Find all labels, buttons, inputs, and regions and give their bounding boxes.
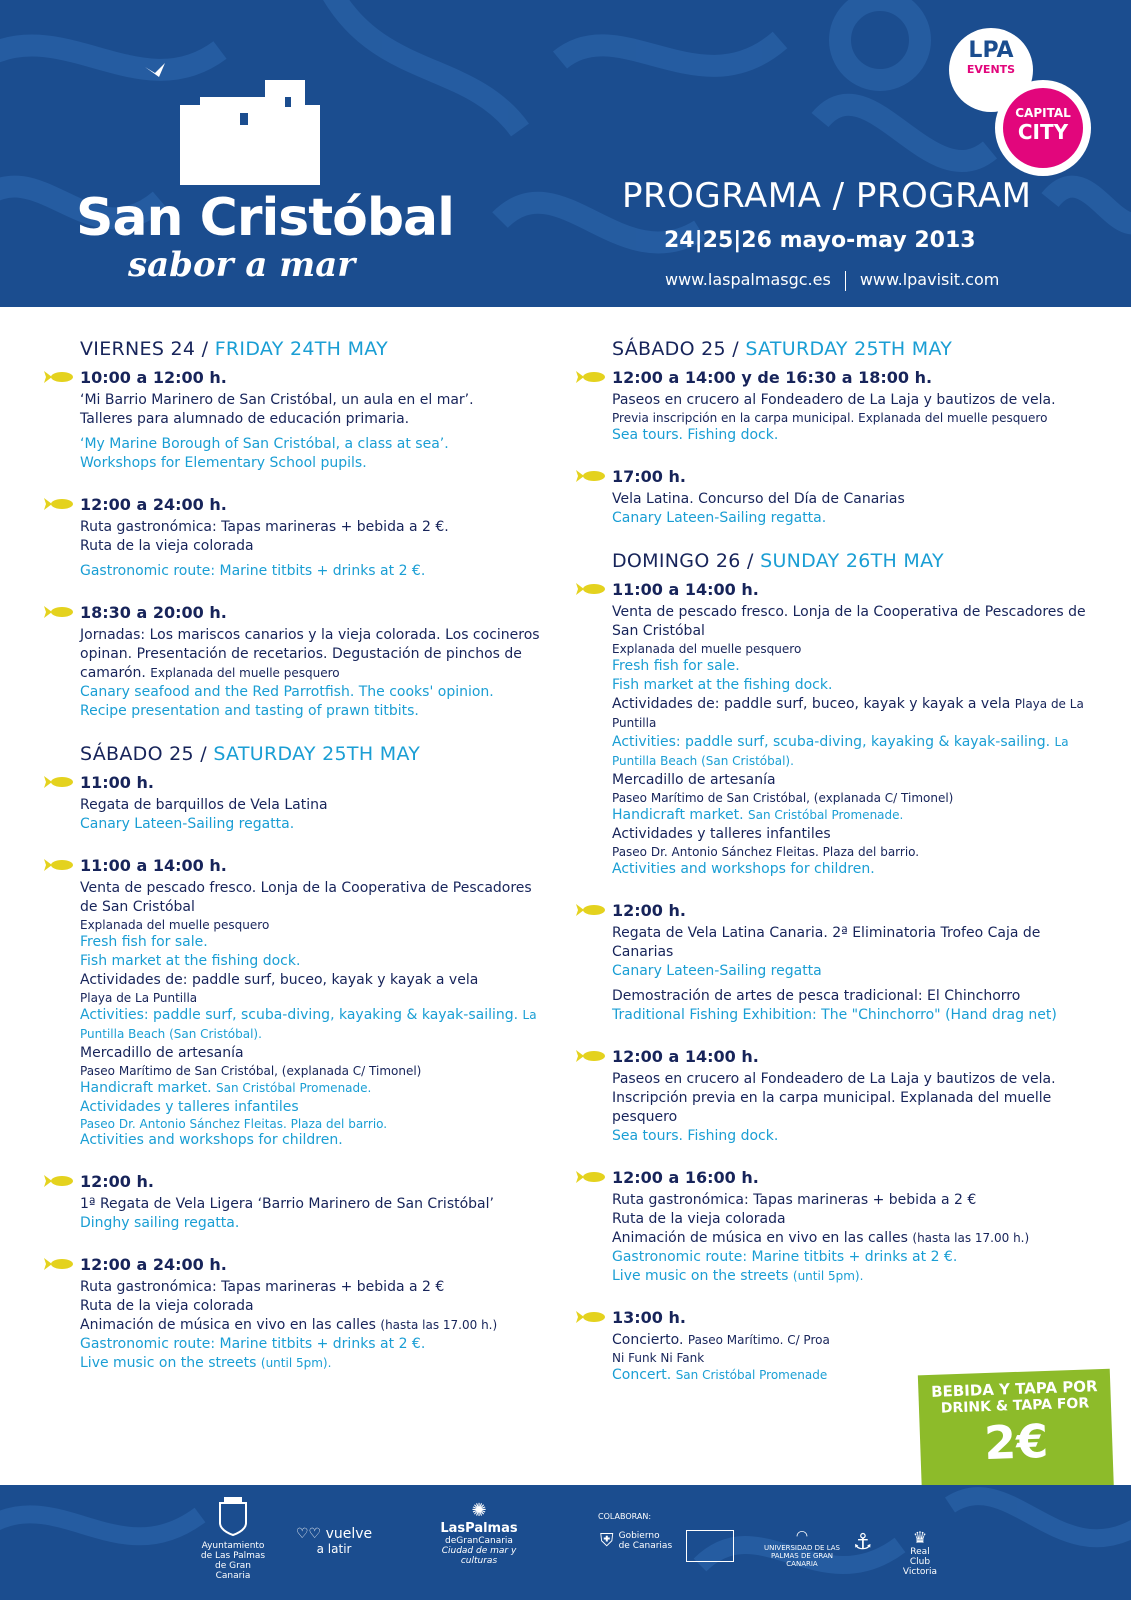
fish-bullet-icon xyxy=(44,498,74,510)
event-desc-en: Traditional Fishing Exhibition: The "Chinchorro" (Hand drag net) xyxy=(612,1007,1057,1023)
event-desc-en: Sea tours. Fishing dock. xyxy=(612,427,779,443)
event-desc-en: Dinghy sailing regatta. xyxy=(80,1215,240,1231)
gob-line2: de Canarias xyxy=(618,1540,673,1551)
event-desc-es xyxy=(80,1316,540,1335)
event-item xyxy=(80,368,540,473)
event-location-en: San Cristóbal Promenade xyxy=(675,1368,828,1382)
event-location: Paseo Marítimo de San Cristóbal, (explanada C/ Timonel) xyxy=(612,791,954,805)
day-heading-en: FRIDAY 24TH MAY xyxy=(214,338,389,360)
event-note: (hasta las 17.00 h.) xyxy=(912,1231,1030,1245)
event-desc-en: Sea tours. Fishing dock. xyxy=(612,1128,779,1144)
event-desc-en: Fresh fish for sale. xyxy=(80,934,208,950)
event-item xyxy=(612,901,1102,1025)
event-desc-en xyxy=(612,733,1102,771)
event-desc-en: ‘My Marine Borough of San Cristóbal, a class at sea’. xyxy=(80,436,449,452)
event-desc-es-text: Jornadas: Los mariscos canarios y la vieja colorada. Los cocineros opinan. Presentación de recetarios. Degustación de pinchos de camarón. xyxy=(80,627,540,681)
fish-bullet-icon xyxy=(44,776,74,788)
ulpgc-wave-icon: ◠ xyxy=(795,1528,809,1544)
lp-line3: Ciudad de mar y culturas xyxy=(441,1546,517,1566)
rcv-line1: Real Club xyxy=(909,1547,931,1567)
event-time: 13:00 h. xyxy=(612,1308,686,1327)
event-time: 12:00 a 24:00 h. xyxy=(80,495,227,514)
event-time: 12:00 h. xyxy=(80,1172,154,1191)
event-desc-es: Inscripción previa en la carpa municipal. Explanada del muelle pesquero xyxy=(612,1090,1052,1125)
event-desc-en: Recipe presentation and tasting of prawn titbits. xyxy=(80,703,419,719)
castle-logo-icon xyxy=(145,55,335,185)
event-location: Playa de La Puntilla xyxy=(612,697,1084,730)
event-item xyxy=(612,368,1102,445)
event-desc-es: Actividades de: paddle surf, buceo, kayak y kayak a vela xyxy=(80,972,479,988)
event-desc-es: Ruta gastronómica: Tapas marineras + bebida a 2 € xyxy=(612,1192,977,1208)
event-desc-en: Canary Lateen-Sailing regatta. xyxy=(612,510,827,526)
event-item xyxy=(80,603,540,721)
event-desc-es: Regata de Vela Latina Canaria. 2ª Eliminatoria Trofeo Caja de Canarias xyxy=(612,925,1041,960)
city-label: CITY xyxy=(1017,120,1069,144)
event-time: 12:00 a 14:00 h. xyxy=(612,1047,759,1066)
event-desc-en xyxy=(80,1006,540,1044)
cabildo-logo-icon xyxy=(686,1530,734,1562)
event-desc-es xyxy=(80,626,540,683)
gobierno-shield-icon: ⛨ xyxy=(600,1530,614,1551)
event-desc-en xyxy=(80,1354,540,1373)
event-location: Paseo Marítimo de San Cristóbal, (explanada C/ Timonel) xyxy=(80,1064,422,1078)
las-palmas-logo xyxy=(434,1500,524,1566)
event-item xyxy=(612,580,1102,879)
event-time: 11:00 a 14:00 h. xyxy=(80,856,227,875)
club-crest-icon: ⚓ xyxy=(853,1530,873,1555)
event-desc-es: Mercadillo de artesanía xyxy=(612,772,776,788)
event-desc-en: Canary seafood and the Red Parrotfish. The cooks' opinion. xyxy=(80,684,494,700)
event-time: 11:00 a 14:00 h. xyxy=(612,580,759,599)
event-location-en: San Cristóbal Promenade. xyxy=(748,808,904,822)
event-time: 18:30 a 20:00 h. xyxy=(80,603,227,622)
event-desc-es: Ruta de la vieja colorada xyxy=(612,1211,786,1227)
event-desc-en: Actividades y talleres infantiles xyxy=(80,1099,299,1115)
fish-bullet-icon xyxy=(576,1171,606,1183)
brand-title: San Cristóbal xyxy=(76,188,454,248)
day-heading-saturday xyxy=(612,338,1102,360)
event-time: 10:00 a 12:00 h. xyxy=(80,368,227,387)
header-banner xyxy=(0,0,1131,307)
gobierno-canarias-logo xyxy=(600,1530,672,1551)
event-desc-es: Actividades y talleres infantiles xyxy=(612,826,831,842)
gob-line1: Gobierno xyxy=(618,1530,660,1541)
event-desc-es-text: Concierto. xyxy=(612,1332,684,1348)
fish-bullet-icon xyxy=(44,1175,74,1187)
event-location: Paseo Dr. Antonio Sánchez Fleitas. Plaza del barrio. xyxy=(612,845,920,859)
event-desc-en: Fresh fish for sale. xyxy=(612,658,740,674)
fish-bullet-icon xyxy=(44,371,74,383)
event-location-en: La Puntilla Beach (San Cristóbal). xyxy=(80,1008,537,1041)
event-desc-en-text: Activities: paddle surf, scuba-diving, kayaking & kayak-sailing. xyxy=(80,1007,519,1023)
fish-bullet-icon xyxy=(44,859,74,871)
event-time: 12:00 a 14:00 y de 16:30 a 18:00 h. xyxy=(612,368,933,387)
event-desc-en xyxy=(80,1079,540,1098)
event-desc-en: Activities and workshops for children. xyxy=(612,861,875,877)
lpa-events-label: EVENTS xyxy=(966,63,1016,76)
event-note-en: (until 5pm). xyxy=(260,1356,332,1370)
day-heading-es: VIERNES 24 / xyxy=(80,338,215,360)
event-performer: Ni Funk Ni Fank xyxy=(612,1351,705,1365)
program-right-column xyxy=(612,338,1102,1407)
program-title: PROGRAMA / PROGRAM xyxy=(622,176,1032,216)
ayto-line2: de Las Palmas xyxy=(200,1551,266,1561)
event-note-en: (until 5pm). xyxy=(792,1269,864,1283)
event-desc-en: Workshops for Elementary School pupils. xyxy=(80,455,367,471)
day-heading-saturday xyxy=(80,743,540,765)
event-time: 12:00 h. xyxy=(612,901,686,920)
brand-subtitle: sabor a mar xyxy=(128,245,356,285)
event-desc-es: 1ª Regata de Vela Ligera ‘Barrio Marinero de San Cristóbal’ xyxy=(80,1196,494,1212)
ayuntamiento-logo xyxy=(198,1497,268,1581)
event-location-en: San Cristóbal Promenade. xyxy=(216,1081,372,1095)
event-desc-en: Canary Lateen-Sailing regatta. xyxy=(80,816,295,832)
event-time: 12:00 a 24:00 h. xyxy=(80,1255,227,1274)
event-location-en: Paseo Dr. Antonio Sánchez Fleitas. Plaza del barrio. xyxy=(80,1117,388,1131)
program-dates: 24|25|26 mayo-may 2013 xyxy=(664,228,976,253)
event-location: Explanada del muelle pesquero xyxy=(612,642,802,656)
palm-tree-icon: ✺ xyxy=(471,1500,487,1521)
fish-bullet-icon xyxy=(576,1050,606,1062)
price-badge xyxy=(918,1369,1114,1504)
event-desc-en: Canary Lateen-Sailing regatta xyxy=(612,963,822,979)
event-desc-es-text: Actividades de: paddle surf, buceo, kayak y kayak a vela xyxy=(612,696,1011,712)
rcv-line2: Victoria xyxy=(902,1567,938,1577)
event-desc-es: Regata de barquillos de Vela Latina xyxy=(80,797,328,813)
website-links xyxy=(665,270,999,291)
event-desc-es: ‘Mi Barrio Marinero de San Cristóbal, un aula en el mar’. xyxy=(80,392,474,408)
day-heading-es: DOMINGO 26 / xyxy=(612,550,761,572)
ayto-line3: de Gran Canaria xyxy=(214,1561,251,1581)
capital-label: CAPITAL xyxy=(1015,106,1071,120)
day-heading-sunday xyxy=(612,550,1102,572)
badge-line-es: BEBIDA Y TAPA POR xyxy=(930,1377,1098,1401)
fish-bullet-icon xyxy=(576,583,606,595)
divider xyxy=(845,271,846,291)
collaborators-label: COLABORAN: xyxy=(598,1512,652,1521)
lpa-label: LPA xyxy=(968,38,1014,63)
vuelve-line2: a latir xyxy=(316,1542,352,1556)
event-note: (hasta las 17.00 h.) xyxy=(380,1318,498,1332)
ulpgc-logo xyxy=(756,1528,848,1568)
event-desc-en: Fish market at the fishing dock. xyxy=(612,677,833,693)
fish-bullet-icon xyxy=(576,1311,606,1323)
event-desc-es: Ruta gastronómica: Tapas marineras + bebida a 2 € xyxy=(80,1279,445,1295)
day-heading-es: SÁBADO 25 / xyxy=(612,338,746,360)
event-item xyxy=(612,1047,1102,1146)
event-desc-es: Paseos en crucero al Fondeadero de La Laja y bautizos de vela. xyxy=(612,1071,1056,1087)
ayto-line1: Ayuntamiento xyxy=(201,1541,265,1551)
event-desc-en: Gastronomic route: Marine titbits + drinks at 2 €. xyxy=(80,563,426,579)
event-desc-en-text: Activities: paddle surf, scuba-diving, kayaking & kayak-sailing. xyxy=(612,734,1051,750)
badge-line-en: DRINK & TAPA FOR xyxy=(940,1395,1090,1417)
day-heading-es: SÁBADO 25 / xyxy=(80,743,214,765)
vuelve-a-latir-logo xyxy=(296,1526,372,1556)
event-desc-en xyxy=(612,1267,1102,1286)
event-desc-en: Gastronomic route: Marine titbits + drinks at 2 €. xyxy=(80,1336,426,1352)
event-desc-en-text: Live music on the streets xyxy=(612,1268,789,1284)
event-item xyxy=(612,467,1102,528)
fish-bullet-icon xyxy=(576,371,606,383)
event-desc-en xyxy=(612,806,1102,825)
event-desc-en: Activities and workshops for children. xyxy=(80,1132,343,1148)
capital-city-circle xyxy=(1003,88,1083,168)
event-desc-es-text: Animación de música en vivo en las calles xyxy=(612,1230,908,1246)
event-location: Explanada del muelle pesquero xyxy=(150,666,340,680)
event-location: Explanada del muelle pesquero xyxy=(80,918,270,932)
event-item xyxy=(80,1172,540,1233)
event-location: Playa de La Puntilla xyxy=(80,991,198,1005)
lp-line2: deGranCanaria xyxy=(445,1536,513,1546)
event-desc-es xyxy=(612,695,1102,733)
event-desc-es: Mercadillo de artesanía xyxy=(80,1045,244,1061)
event-item xyxy=(80,856,540,1150)
event-time: 17:00 h. xyxy=(612,467,686,486)
event-desc-es: Talleres para alumnado de educación primaria. xyxy=(80,411,410,427)
event-desc-es: Ruta gastronómica: Tapas marineras + bebida a 2 €. xyxy=(80,519,449,535)
day-heading-en: SATURDAY 25TH MAY xyxy=(745,338,953,360)
event-item xyxy=(80,1255,540,1373)
event-desc-es: Vela Latina. Concurso del Día de Canarias xyxy=(612,491,905,507)
fish-bullet-icon xyxy=(44,606,74,618)
badge-price: 2€ xyxy=(983,1413,1050,1471)
chef-hat-icon xyxy=(988,1334,1038,1374)
day-heading-en: SATURDAY 25TH MAY xyxy=(213,743,421,765)
event-desc-es: Ruta de la vieja colorada xyxy=(80,1298,254,1314)
day-heading-en: SUNDAY 26TH MAY xyxy=(760,550,944,572)
coat-of-arms-icon xyxy=(218,1497,248,1537)
ulpgc-label: UNIVERSIDAD DE LAS PALMAS DE GRAN CANARIA xyxy=(763,1544,840,1568)
event-item xyxy=(80,495,540,581)
event-desc-es-text: Animación de música en vivo en las calles xyxy=(80,1317,376,1333)
capital-city-logo xyxy=(995,80,1091,176)
event-location: Paseo Marítimo. C/ Proa xyxy=(687,1333,830,1347)
event-desc-en-text: Handicraft market. xyxy=(80,1080,212,1096)
event-time: 11:00 h. xyxy=(80,773,154,792)
event-desc-es xyxy=(612,1229,1102,1248)
vuelve-hearts-icon: ♡♡ xyxy=(296,1526,326,1542)
website-link-laspalmasgc[interactable]: www.laspalmasgc.es xyxy=(665,270,831,289)
event-location-en: La Puntilla Beach (San Cristóbal). xyxy=(612,735,1069,768)
rcv-crest-icon: ♛ xyxy=(912,1528,928,1547)
fish-bullet-icon xyxy=(44,1258,74,1270)
event-time: 12:00 a 16:00 h. xyxy=(612,1168,759,1187)
event-item xyxy=(80,773,540,834)
event-desc-es: Demostración de artes de pesca tradicional: El Chinchorro xyxy=(612,988,1021,1004)
vuelve-line1: vuelve xyxy=(325,1526,373,1542)
event-desc-en: Gastronomic route: Marine titbits + drinks at 2 €. xyxy=(612,1249,958,1265)
fish-bullet-icon xyxy=(576,470,606,482)
event-desc-es: Ruta de la vieja colorada xyxy=(80,538,254,554)
footer-sponsors xyxy=(0,1485,1131,1600)
event-desc-es: Venta de pescado fresco. Lonja de la Cooperativa de Pescadores de San Cristóbal xyxy=(612,604,1086,639)
event-desc-en-text: Live music on the streets xyxy=(80,1355,257,1371)
event-desc-en-text: Handicraft market. xyxy=(612,807,744,823)
event-item xyxy=(612,1168,1102,1286)
day-heading-friday xyxy=(80,338,540,360)
event-location: Previa inscripción en la carpa municipal. Explanada del muelle pesquero xyxy=(612,411,1048,425)
event-desc-en: Fish market at the fishing dock. xyxy=(80,953,301,969)
event-desc-es: Paseos en crucero al Fondeadero de La Laja y bautizos de vela. xyxy=(612,392,1056,408)
website-link-lpavisit[interactable]: www.lpavisit.com xyxy=(859,270,1000,289)
event-desc-en-text: Concert. xyxy=(612,1367,672,1383)
program-left-column xyxy=(80,338,540,1395)
footer-wave-background xyxy=(0,1485,1131,1600)
lp-line1: LasPalmas xyxy=(440,1521,518,1536)
real-club-victoria-logo xyxy=(900,1528,940,1577)
fish-bullet-icon xyxy=(576,904,606,916)
event-desc-es: Venta de pescado fresco. Lonja de la Cooperativa de Pescadores de San Cristóbal xyxy=(80,880,532,915)
